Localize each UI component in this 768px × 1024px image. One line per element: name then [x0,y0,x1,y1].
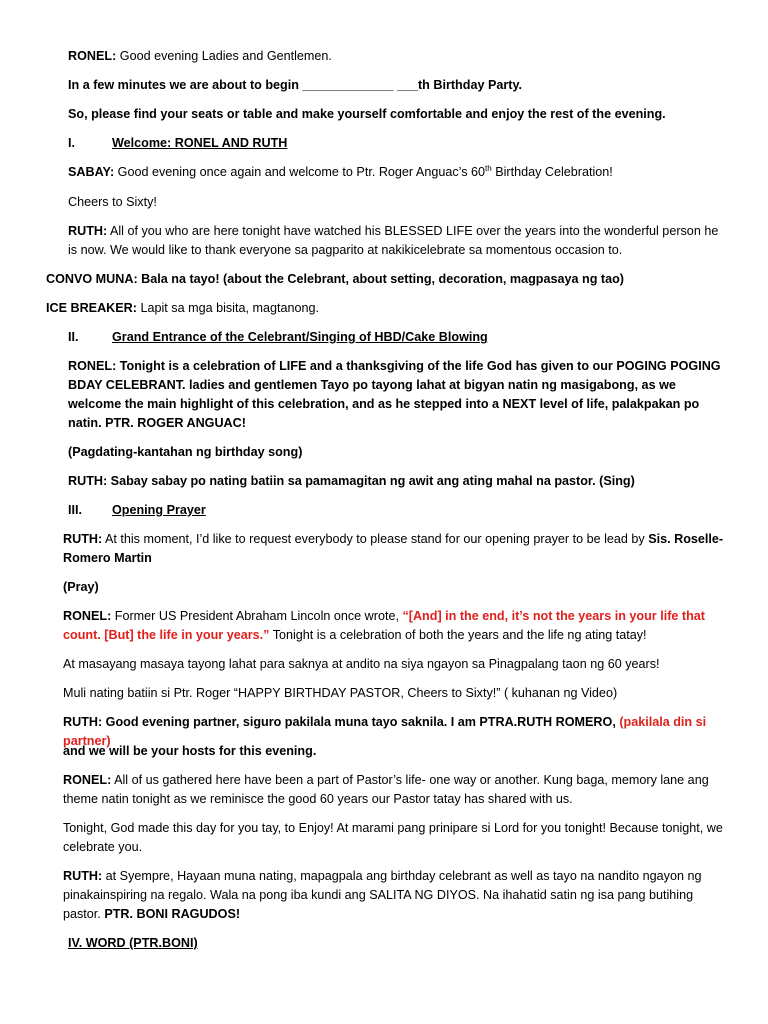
lincoln-quote: “[And] in the end, it’s not the years in your life that count. [But] the life in your years.” [63,609,705,642]
ruth-paragraph-4: RUTH: Good evening partner, siguro pakilala muna tayo saknila. I am PTRA.RUTH ROMERO, (pakilala din si partner) [63,715,707,748]
section-heading-welcome: I. Welcome: RONEL AND RUTH [68,136,288,150]
ronel-paragraph-2: RONEL: Tonight is a celebration of LIFE and a thanksgiving of the life God has given to our POGING POGING BDAY CELEBRANT. ladies and gentlemen Tayo po tayong lahat at bigyan natin ng masigabong, as we welcome the main highlight of this celebration, and as he stepped into a NEXT level of life, palakpakan po natin. PTR. ROGER ANGUAC! [68,359,721,430]
ruth-paragraph-1: RUTH: All of you who are here tonight have watched his BLESSED LIFE over the years into the wonderful person he is now. We would like to thank everyone sa pagparito at nakikicelebrate sa momentous occasion to. [68,224,719,257]
seats-line: So, please find your seats or table and make yourself comfortable and enjoy the rest of the evening. [68,107,666,121]
sabay-line: SABAY: Good evening once again and welcome to Ptr. Roger Anguac’s 60th Birthday Celebration! [68,163,613,179]
ruth-paragraph-2: RUTH: Sabay sabay po nating batiin sa pamamagitan ng awit ang ating mahal na pastor. (Sing) [68,474,635,488]
section-heading-opening-prayer: III. Opening Prayer [68,503,206,517]
section-heading-word: IV. WORD (PTR.BONI) [68,936,198,950]
ruth-paragraph-3: RUTH: At this moment, I’d like to request everybody to please stand for our opening prayer to be lead by Sis. Roselle-Romero Martin [63,532,724,565]
convo-line: CONVO MUNA: Bala na tayo! (about the Celebrant, about setting, decoration, magpasaya ng tao) [46,272,624,286]
ice-breaker-line: ICE BREAKER: Lapit sa mga bisita, magtanong. [46,301,319,315]
opening-line: RONEL: Good evening Ladies and Gentlemen. [68,49,332,63]
ronel-paragraph-3: RONEL: Former US President Abraham Lincoln once wrote, “[And] in the end, it’s not the years in your life that count. [But] the life in your years.” Tonight is a celebration of both the years and the life ng ating tatay! [63,609,705,642]
begin-line: In a few minutes we are about to begin _____________ ___th Birthday Party. [68,78,523,92]
section-heading-grand-entrance: II. Grand Entrance of the Celebrant/Singing of HBD/Cake Blowing [68,330,488,344]
tonight-paragraph: Tonight, God made this day for you tay, to Enjoy! At marami pang prinipare si Lord for you tonight! Because tonight, we celebrate you. [63,821,723,854]
speaker-ronel: RONEL: [68,49,117,63]
masaya-line: At masayang masaya tayong lahat para saknya at andito na siya ngayon sa Pinagpalang taon ng 60 years! [63,657,660,671]
pagdating-line: (Pagdating-kantahan ng birthday song) [68,445,303,459]
ronel-paragraph-4: RONEL: All of us gathered here have been a part of Pastor’s life- one way or another. Kung baga, memory lane ang theme natin tonight as we reminisce the good 60 years our Pastor tatay has shared with us. [63,773,709,806]
ruth-paragraph-5: RUTH: at Syempre, Hayaan muna nating, mapagpala ang birthday celebrant as well as tayo na nandito ngayon ng pinakainspiring na regalo. Wala na pong iba kundi ang SALITA NG DIYOS. Na ihahatid satin ng isa pang butihing pastor. PTR. BONI RAGUDOS! [63,869,702,921]
cheers-line: Cheers to Sixty! [68,195,157,209]
muli-line: Muli nating batiin si Ptr. Roger “HAPPY BIRTHDAY PASTOR, Cheers to Sixty!” ( kuhanan ng Video) [63,686,618,700]
hosts-line: and we will be your hosts for this evening. [63,744,317,758]
partner-note: (pakilala din si partner) [63,715,707,748]
pray-line: (Pray) [63,580,99,594]
